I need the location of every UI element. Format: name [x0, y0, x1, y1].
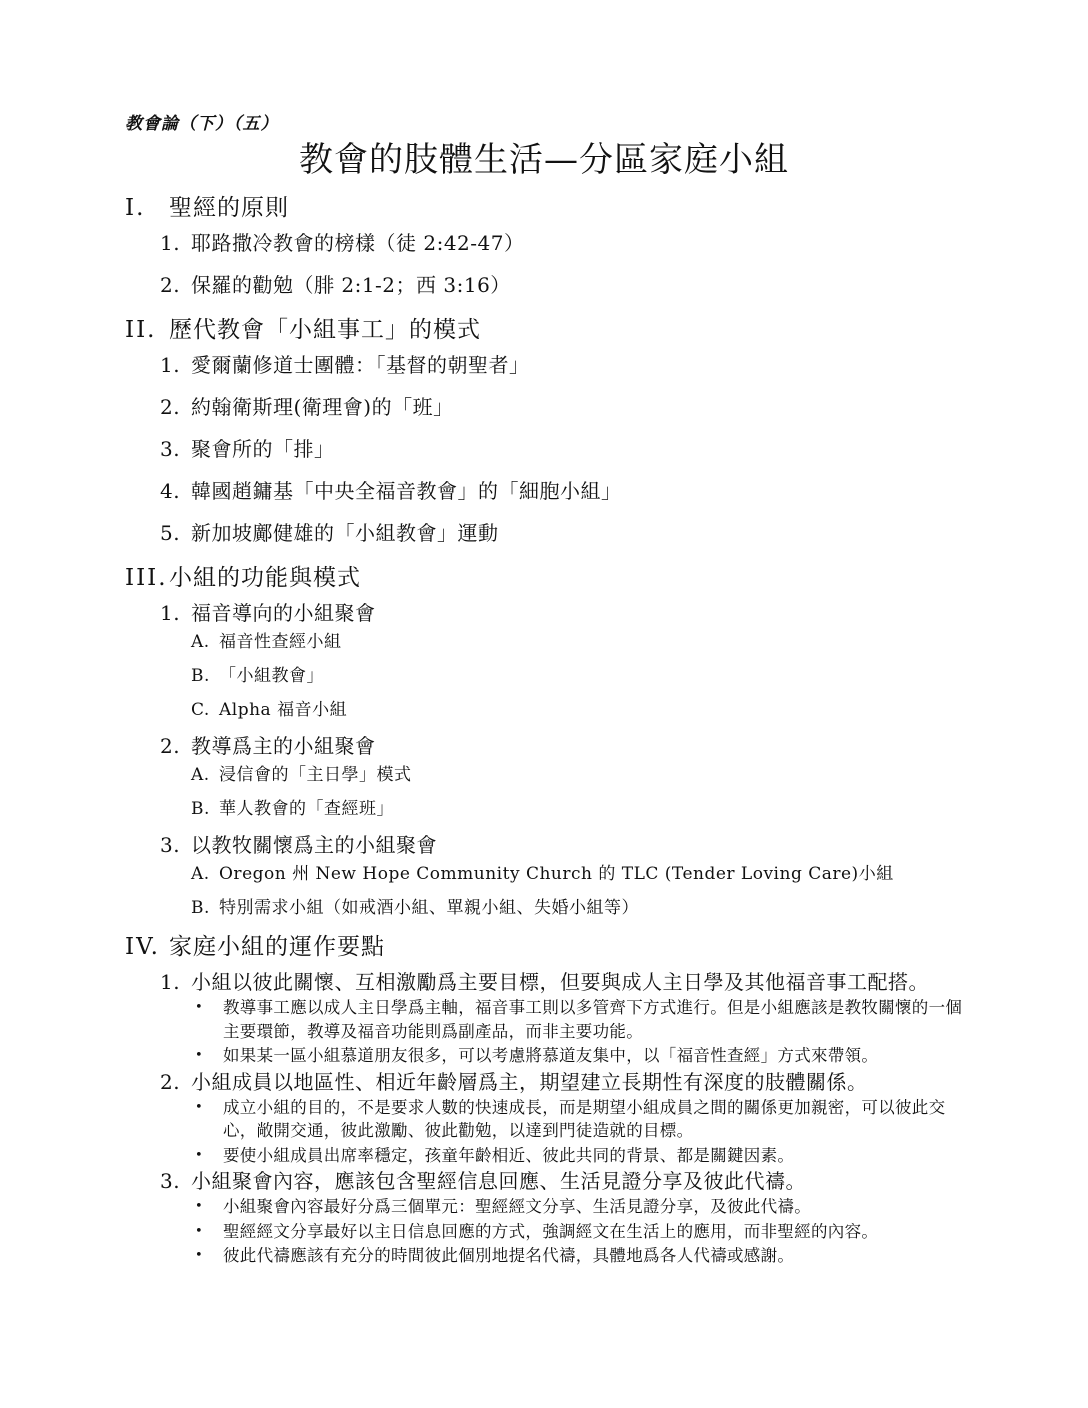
item-number: 2. — [160, 734, 181, 758]
item-text: 小組以彼此關懷、互相激勵爲主要目標，但要與成人主日學及其他福音事工配搭。 — [191, 970, 929, 994]
list-item — [125, 436, 968, 463]
item-text: 約翰衛斯理(衛理會)的「班」 — [191, 395, 454, 419]
bullet-text: 如果某一區小組慕道朋友很多，可以考慮將慕道友集中，以「福音性查經」方式來帶領。 — [223, 1046, 879, 1065]
sub-item-text: 「小組教會」 — [219, 666, 324, 686]
item-number: 2. — [160, 395, 181, 419]
sub-item-label: A. — [191, 765, 210, 785]
item-number: 1. — [160, 601, 181, 625]
section-numeral: IV. — [125, 934, 160, 960]
bullet-item — [125, 1144, 968, 1168]
item-text: 小組聚會內容，應該包含聖經信息回應、生活見證分享及彼此代禱。 — [191, 1169, 806, 1193]
section-heading — [125, 314, 968, 346]
bullet-dot-icon: • — [195, 1199, 203, 1214]
sub-item — [125, 863, 968, 886]
section-heading — [125, 562, 968, 594]
section-numeral: III. — [125, 565, 168, 591]
section-biblical-principles — [125, 192, 968, 299]
item-number: 4. — [160, 479, 181, 503]
bullet-item — [125, 1096, 968, 1143]
bullet-item — [125, 1220, 968, 1244]
sub-item — [125, 631, 968, 654]
list-item — [125, 1168, 968, 1194]
section-group-functions — [125, 562, 968, 920]
item-text: 愛爾蘭修道士團體：「基督的朝聖者」 — [191, 353, 530, 377]
list-item — [125, 394, 968, 421]
item-text: 小組成員以地區性、相近年齡層爲主，期望建立長期性有深度的肢體關係。 — [191, 1069, 868, 1094]
sub-item-text: 浸信會的「主日學」模式 — [219, 765, 412, 785]
sub-item — [125, 798, 968, 821]
bullet-dot-icon: • — [195, 1048, 203, 1063]
bullet-item — [125, 1244, 968, 1268]
bullet-item — [125, 996, 968, 1043]
sub-item-label: A. — [191, 632, 210, 652]
list-item — [125, 969, 968, 995]
item-number: 5. — [160, 521, 181, 545]
list-item — [125, 352, 968, 379]
sub-item-text: Alpha 福音小組 — [219, 700, 348, 720]
item-text: 耶路撒冷教會的榜樣（徒 2:42-47） — [191, 231, 525, 255]
sub-item — [125, 764, 968, 787]
bullet-item — [125, 1195, 968, 1219]
sub-item-text: 福音性查經小組 — [219, 632, 342, 652]
item-text: 教導爲主的小組聚會 — [191, 734, 376, 758]
item-text: 福音導向的小組聚會 — [191, 601, 376, 625]
bullet-dot-icon: • — [195, 1147, 203, 1163]
section-operating-points — [125, 931, 968, 1268]
item-text: 聚會所的「排」 — [191, 437, 335, 461]
item-number: 1. — [160, 231, 181, 255]
sub-item — [125, 665, 968, 688]
section-heading — [125, 192, 968, 224]
list-item — [125, 1069, 968, 1095]
item-group — [125, 600, 968, 722]
section-heading-text: 小組的功能與模式 — [169, 565, 361, 591]
bullet-dot-icon: • — [195, 1099, 203, 1115]
bullet-text: 小組聚會內容最好分爲三個單元：聖經經文分享、生活見證分享，及彼此代禱。 — [223, 1197, 811, 1216]
bullet-dot-icon: • — [195, 1000, 203, 1015]
bullet-text: 要使小組成員出席率穩定，孩童年齡相近、彼此共同的背景、都是關鍵因素。 — [223, 1145, 795, 1165]
sub-item-text: 特別需求小組（如戒酒小組、單親小組、失婚小組等） — [219, 898, 639, 918]
item-number: 2. — [160, 273, 181, 297]
item-group — [125, 1168, 968, 1268]
sub-item — [125, 699, 968, 722]
section-heading-text: 家庭小組的運作要點 — [169, 934, 385, 960]
item-number: 2. — [160, 1069, 181, 1094]
item-group — [125, 1069, 968, 1168]
section-numeral: I. — [125, 195, 146, 221]
sub-item-label: A. — [191, 864, 210, 884]
sub-item-text: 華人教會的「查經班」 — [219, 799, 394, 819]
bullet-dot-icon: • — [195, 1248, 203, 1263]
sub-item — [125, 897, 968, 920]
list-item — [125, 272, 968, 299]
bullet-text: 教導事工應以成人主日學爲主軸，福音事工則以多管齊下方式進行。但是小組應該是教牧關懷的一個主要環節，教導及福音功能則爲副產品，而非主要功能。 — [223, 998, 963, 1041]
item-number: 3. — [160, 437, 181, 461]
section-heading-text: 聖經的原則 — [169, 195, 289, 221]
sub-item-label: C. — [191, 700, 210, 720]
item-number: 1. — [160, 353, 181, 377]
bullet-dot-icon: • — [195, 1223, 203, 1239]
item-number: 1. — [160, 970, 181, 994]
sub-item-text: Oregon 州 New Hope Community Church 的 TLC (Tender Loving Care)小組 — [219, 864, 894, 884]
bullet-item — [125, 1044, 968, 1068]
item-text: 以教牧關懷爲主的小組聚會 — [191, 833, 437, 857]
list-item — [125, 832, 968, 859]
page-title: 教會的肢體生活—分區家庭小組 — [299, 140, 789, 180]
item-group — [125, 969, 968, 1068]
list-item — [125, 478, 968, 505]
bullet-text: 彼此代禱應該有充分的時間彼此個別地提名代禱，具體地爲各人代禱或感謝。 — [223, 1246, 795, 1265]
bullet-text: 成立小組的目的，不是要求人數的快速成長，而是期望小組成員之間的關係更加親密，可以彼此交心，敞開交通，彼此激勵、彼此勸勉，以達到門徒造就的目標。 — [223, 1097, 946, 1140]
bullet-text: 聖經經文分享最好以主日信息回應的方式，強調經文在生活上的應用，而非聖經的內容。 — [223, 1221, 879, 1241]
sub-item-label: B. — [191, 666, 210, 686]
list-item — [125, 230, 968, 257]
item-text: 保羅的勸勉（腓 2:1-2；西 3:16） — [191, 273, 511, 297]
document-series-header: 教會論（下）（五） — [125, 114, 279, 134]
item-text: 韓國趙鏞基「中央全福音教會」的「細胞小組」 — [191, 479, 622, 503]
item-text: 新加坡鄺健雄的「小組教會」運動 — [191, 521, 499, 545]
sub-item-label: B. — [191, 898, 210, 918]
item-number: 3. — [160, 833, 181, 857]
list-item — [125, 520, 968, 547]
sub-item-label: B. — [191, 799, 210, 819]
list-item — [125, 733, 968, 760]
section-heading-text: 歷代教會「小組事工」的模式 — [169, 317, 481, 343]
list-item — [125, 600, 968, 627]
item-number: 3. — [160, 1169, 181, 1193]
section-historical-models — [125, 314, 968, 547]
item-group — [125, 832, 968, 920]
item-group — [125, 733, 968, 821]
section-heading — [125, 931, 968, 963]
section-numeral: II. — [125, 317, 157, 343]
